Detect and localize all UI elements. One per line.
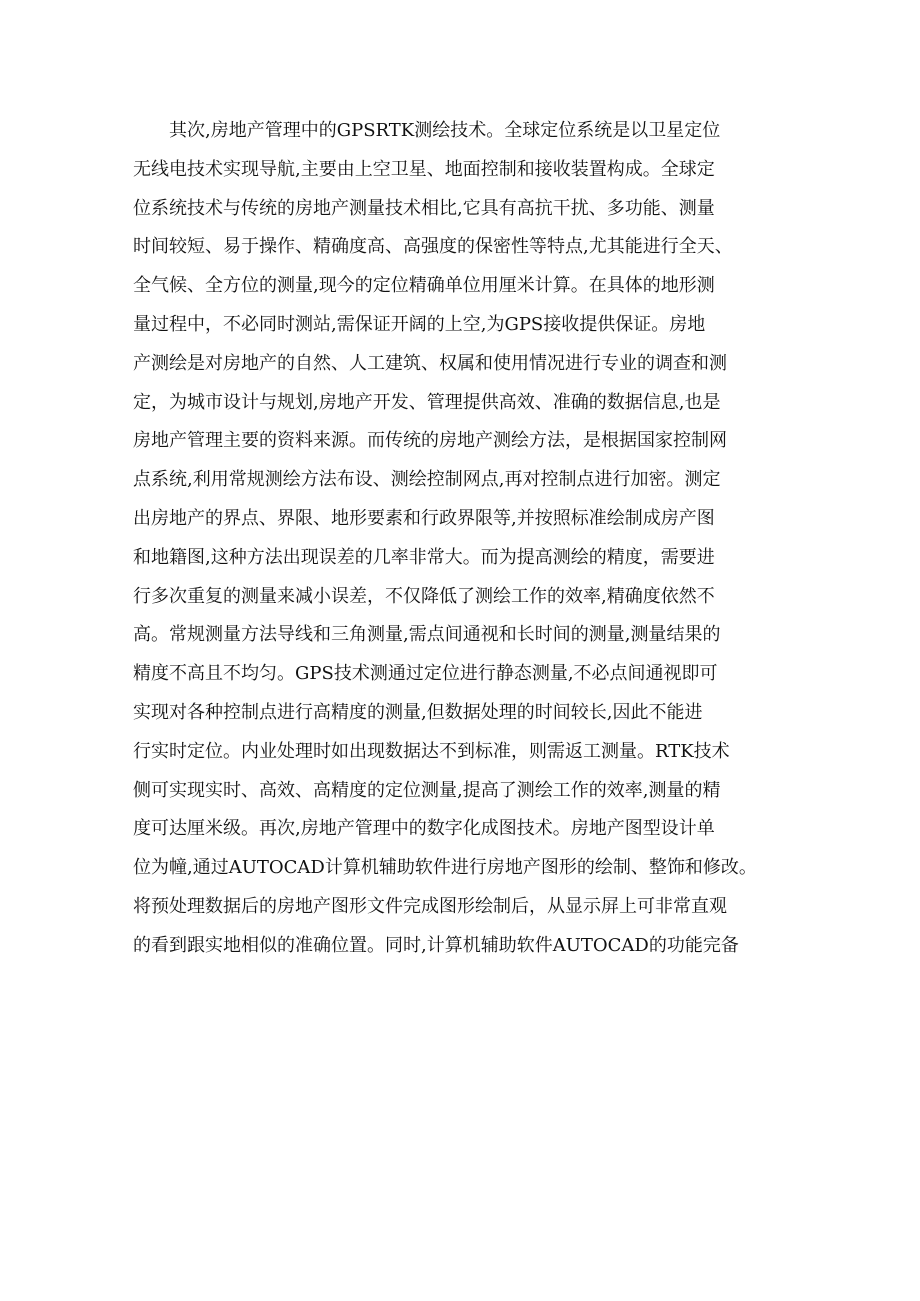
paragraph-line: 其次,房地产管理中的GPSRTK测绘技术。全球定位系统是以卫星定位	[169, 120, 721, 141]
paragraph-line: 实现对各种控制点进行高精度的测量,但数据处理的时间较长,因此不能进	[133, 701, 703, 723]
paragraph-line: 和地籍图,这种方法出现误差的几率非常大。而为提高测绘的精度，需要进	[133, 546, 715, 568]
paragraph-line: 定，为城市设计与规划,房地产开发、管理提供高效、准确的数据信息,也是	[133, 391, 721, 413]
paragraph-line: 产测绘是对房地产的自然、人工建筑、权属和使用情况进行专业的调查和测	[133, 352, 727, 374]
paragraph-line: 时间较短、易于操作、精确度高、高强度的保密性等特点,尤其能进行全天、	[133, 236, 733, 258]
paragraph-line: 出房地产的界点、界限、地形要素和行政界限等,并按照标准绘制成房产图	[133, 507, 715, 529]
paragraph-line: 房地产管理主要的资料来源。而传统的房地产测绘方法，是根据国家控制网	[133, 430, 727, 452]
paragraph-line: 位为幢,通过AUTOCAD计算机辅助软件进行房地产图形的绘制、整饰和修改。	[133, 857, 757, 879]
body-paragraph	[133, 112, 803, 966]
paragraph-line: 度可达厘米级。再次,房地产管理中的数字化成图技术。房地产图型设计单	[133, 818, 715, 840]
paragraph-line: 无线电技术实现导航,主要由上空卫星、地面控制和接收装置构成。全球定	[133, 158, 715, 180]
paragraph-line: 将预处理数据后的房地产图形文件完成图形绘制后，从显示屏上可非常直观	[133, 895, 727, 917]
paragraph-line: 精度不高且不均匀。GPS技术测通过定位进行静态测量,不必点间通视即可	[133, 663, 718, 685]
paragraph-line: 全气候、全方位的测量,现今的定位精确单位用厘米计算。在具体的地形测	[133, 275, 715, 297]
paragraph-line: 行多次重复的测量来减小误差，不仅降低了测绘工作的效率,精确度依然不	[133, 585, 715, 607]
paragraph-line: 点系统,利用常规测绘方法布设、测绘控制网点,再对控制点进行加密。测定	[133, 469, 721, 491]
paragraph-line: 高。常规测量方法导线和三角测量,需点间通视和长时间的测量,测量结果的	[133, 624, 721, 646]
paragraph-line: 行实时定位。内业处理时如出现数据达不到标准，则需返工测量。RTK技术	[133, 740, 730, 762]
paragraph-line: 侧可实现实时、高效、高精度的定位测量,提高了测绘工作的效率,测量的精	[133, 779, 721, 801]
paragraph-line: 量过程中，不必同时测站,需保证开阔的上空,为GPS接收提供保证。房地	[133, 313, 706, 335]
paragraph-line: 的看到跟实地相似的准确位置。同时,计算机辅助软件AUTOCAD的功能完备	[133, 934, 739, 956]
paragraph-line: 位系统技术与传统的房地产测量技术相比,它具有高抗干扰、多功能、测量	[133, 197, 715, 219]
